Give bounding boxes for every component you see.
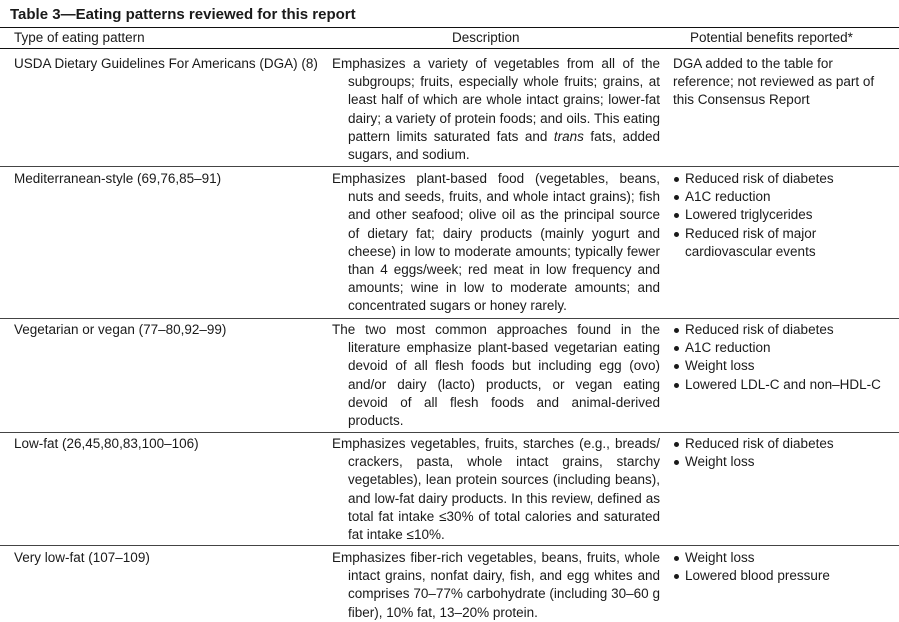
column-header-type: Type of eating pattern <box>14 30 145 45</box>
bullet-icon <box>674 442 679 447</box>
benefit-text: Lowered triglycerides <box>685 207 813 223</box>
bullet-icon <box>674 383 679 388</box>
row-1-description-end: fats, added sugars, and sodium. <box>348 128 660 163</box>
benefit-text: Weight loss <box>685 550 755 565</box>
row-5-description: Emphasizes fiber-rich vegetables, beans, fruits, whole intact grains, nonfat dairy, fish, and egg whites and comprises 70–77% carbohydrate (including 30–60 g fiber), 10% fat, 13–20% protein. <box>332 550 660 620</box>
row-2-description: Emphasizes plant-based food (vegetables, beans, nuts and seeds, fruits, and whole intact grains); fish and other seafood; olive oil as the principal source of dietary fat; dairy products (mainly yogurt and cheese) in low to moderate amounts; typically fewer than 4 eggs/week; red meat in low frequency and amounts; wine in low to moderate amounts; and concentrated sugars or honey rarely. <box>332 171 660 314</box>
row-3-type: Vegetarian or vegan (77–80,92–99) <box>14 322 227 337</box>
list-item <box>673 453 895 471</box>
bullet-icon <box>674 460 679 465</box>
row-divider <box>0 166 899 167</box>
list-item <box>673 376 895 394</box>
benefit-text: Reduced risk of diabetes <box>685 322 834 337</box>
row-1-type: USDA Dietary Guidelines For Americans (DGA) (8) <box>14 56 318 71</box>
benefit-text: Reduced risk of diabetes <box>685 436 834 451</box>
benefit-text: Weight loss <box>685 454 755 470</box>
bullet-icon <box>674 195 679 200</box>
bullet-icon <box>674 346 679 351</box>
benefit-text: Reduced risk of diabetes <box>685 171 834 186</box>
list-item <box>673 357 895 375</box>
benefit-text: Weight loss <box>685 358 755 374</box>
benefit-text: Lowered LDL-C and non–HDL-C <box>685 376 881 392</box>
column-header-benefits: Potential benefits reported* <box>690 30 853 45</box>
bullet-icon <box>674 556 679 561</box>
benefits-list <box>673 549 895 585</box>
benefit-text: A1C reduction <box>685 340 771 356</box>
list-item <box>673 188 895 206</box>
benefit-text: Lowered blood pressure <box>685 568 830 584</box>
row-1-benefits <box>673 55 895 110</box>
list-item <box>673 435 895 453</box>
header-bottom-rule <box>0 48 899 49</box>
row-5-type: Very low-fat (107–109) <box>14 550 150 565</box>
row-4-type: Low-fat (26,45,80,83,100–106) <box>14 436 199 451</box>
bullet-icon <box>674 328 679 333</box>
header-top-rule <box>0 27 899 28</box>
row-4-benefits <box>673 435 895 471</box>
benefits-list <box>673 321 895 394</box>
row-4-description: Emphasizes vegetables, fruits, starches (e.g., breads/ crackers, pasta, whole intact grains, starchy vegetables), lean protein sources (including beans), and low-fat dairy products. In this review, defined as total fat intake ≤30% of total calories and saturated fat intake ≤10%. <box>332 436 660 543</box>
row-divider <box>0 318 899 319</box>
benefit-text: Reduced risk of major cardiovascular events <box>685 225 817 259</box>
row-3-description: The two most common approaches found in the literature emphasize plant-based vegetarian eating devoid of all flesh foods but including egg (ovo) and/or dairy (lacto) products, or vegan eating devoid of all flesh foods and animal-derived products. <box>332 322 660 429</box>
row-3-benefits <box>673 321 895 394</box>
table-title: Table 3—Eating patterns reviewed for this report <box>10 6 356 23</box>
row-2-type: Mediterranean-style (69,76,85–91) <box>14 171 222 186</box>
benefits-list <box>673 435 895 471</box>
list-item <box>673 206 895 224</box>
bullet-icon <box>674 364 679 369</box>
list-item <box>673 339 895 357</box>
row-2-benefits <box>673 170 895 261</box>
bullet-icon <box>674 213 679 218</box>
row-1-benefits-note: DGA added to the table for reference; not reviewed as part of this Consensus Report <box>673 56 875 108</box>
benefit-text: A1C reduction <box>685 189 771 205</box>
list-item <box>673 567 895 585</box>
benefits-list <box>673 170 895 261</box>
bullet-icon <box>674 574 679 579</box>
row-1-description <box>332 55 660 164</box>
row-1-description-text: Emphasizes a variety of vegetables from all of the subgroups; fruits, especially whole fruits; grains, at least half of which are whole intact grains; lower-fat dairy; a variety of protein foods; and oils. This eating pattern limits saturated fats and <box>332 56 660 144</box>
bullet-icon <box>674 177 679 182</box>
row-1-description-italic: trans <box>553 128 584 144</box>
row-divider <box>0 545 899 546</box>
row-5-benefits <box>673 549 895 585</box>
bullet-icon <box>674 232 679 237</box>
list-item <box>673 321 895 339</box>
list-item <box>673 549 895 567</box>
list-item <box>673 170 895 188</box>
row-divider <box>0 432 899 433</box>
list-item <box>673 225 895 261</box>
column-header-description: Description <box>452 30 520 45</box>
